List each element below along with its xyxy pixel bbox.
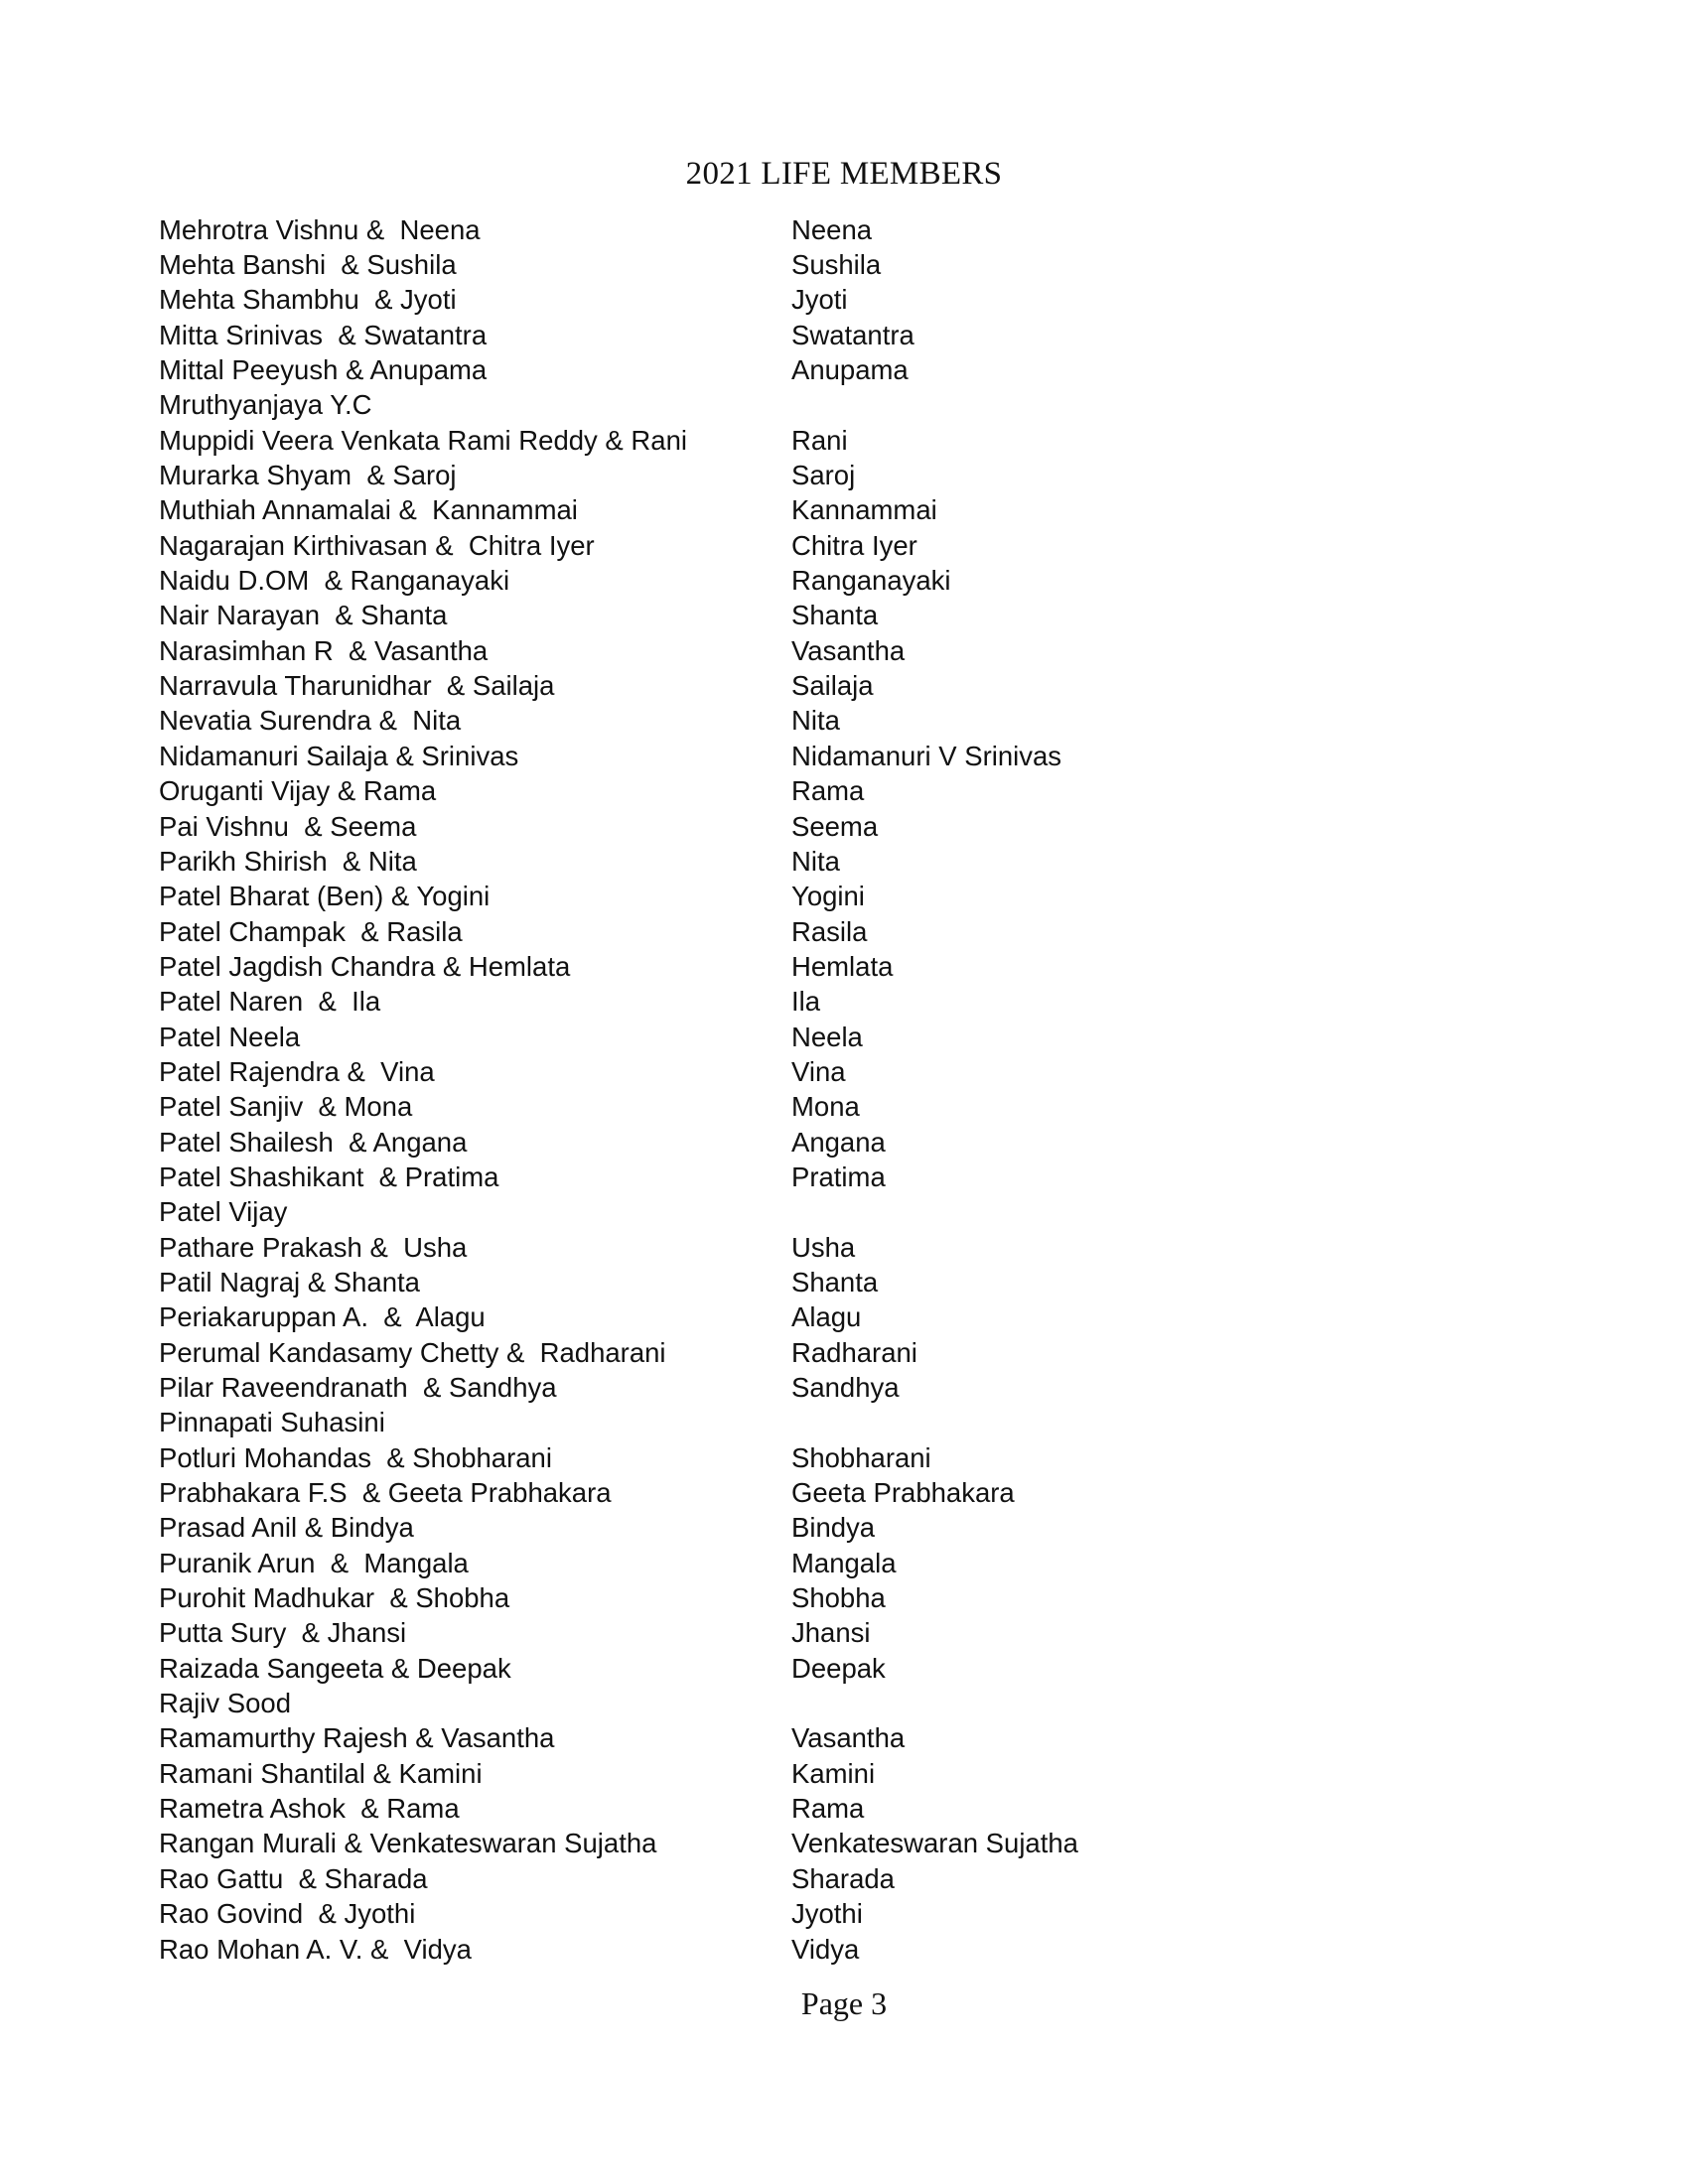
member-name: Patel Sanjiv & Mona [159, 1091, 413, 1123]
spouse-name: Neela [791, 1021, 863, 1052]
member-name: Pathare Prakash & Usha [159, 1231, 468, 1263]
member-name: Pai Vishnu & Seema [159, 810, 417, 842]
member-name: Ramani Shantilal & Kamini [159, 1757, 483, 1789]
member-name: Oruganti Vijay & Rama [159, 775, 437, 807]
member-name: Nagarajan Kirthivasan & Chitra Iyer [159, 529, 595, 561]
member-row [159, 1125, 1450, 1160]
spouse-name: Sharada [791, 1862, 895, 1894]
spouse-name: Vasantha [791, 634, 906, 666]
member-row [159, 914, 1450, 949]
member-row [159, 1651, 1450, 1686]
member-row [159, 352, 1450, 387]
spouse-name: Usha [791, 1231, 856, 1263]
member-row [159, 1546, 1450, 1580]
spouse-name: Venkateswaran Sujatha [791, 1828, 1078, 1859]
member-name: Mehta Shambhu & Jyoti [159, 284, 457, 316]
member-name: Patel Vijay [159, 1196, 288, 1228]
spouse-name: Vina [791, 1055, 846, 1087]
spouse-name: Radharani [791, 1336, 917, 1368]
member-row [159, 1090, 1450, 1125]
member-name: Rao Gattu & Sharada [159, 1862, 428, 1894]
member-row [159, 423, 1450, 458]
member-row [159, 985, 1450, 1020]
member-name: Patel Jagdish Chandra & Hemlata [159, 950, 571, 982]
spouse-name: Vidya [791, 1933, 860, 1965]
member-name: Rao Govind & Jyothi [159, 1898, 416, 1930]
member-list [159, 212, 1450, 1967]
member-name: Rao Mohan A. V. & Vidya [159, 1933, 472, 1965]
member-name: Narasimhan R & Vasantha [159, 634, 489, 666]
member-name: Muthiah Annamalai & Kannammai [159, 494, 578, 526]
member-row [159, 1616, 1450, 1651]
member-name: Mehrotra Vishnu & Neena [159, 213, 481, 245]
spouse-name: Rasila [791, 915, 868, 947]
spouse-name: Kannammai [791, 494, 937, 526]
member-name: Muppidi Veera Venkata Rami Reddy & Rani [159, 424, 687, 456]
member-name: Patel Rajendra & Vina [159, 1055, 435, 1087]
spouse-name: Alagu [791, 1301, 862, 1333]
member-name: Pilar Raveendranath & Sandhya [159, 1372, 557, 1404]
member-name: Potluri Mohandas & Shobharani [159, 1441, 552, 1473]
member-row [159, 1020, 1450, 1054]
member-row [159, 633, 1450, 668]
member-row [159, 1335, 1450, 1370]
member-name: Ramamurthy Rajesh & Vasantha [159, 1722, 555, 1754]
member-row [159, 1160, 1450, 1194]
member-row [159, 1686, 1450, 1720]
member-row [159, 1300, 1450, 1335]
member-name: Raizada Sangeeta & Deepak [159, 1652, 511, 1684]
spouse-name: Shobha [791, 1582, 886, 1614]
member-name: Patil Nagraj & Shanta [159, 1266, 420, 1297]
member-name: Mehta Banshi & Sushila [159, 249, 457, 281]
member-row [159, 1580, 1450, 1615]
member-row [159, 1440, 1450, 1475]
spouse-name: Vasantha [791, 1722, 906, 1754]
spouse-name: Sailaja [791, 670, 874, 702]
member-name: Rametra Ashok & Rama [159, 1793, 460, 1825]
member-name: Prasad Anil & Bindya [159, 1512, 414, 1544]
member-name: Nair Narayan & Shanta [159, 600, 448, 631]
spouse-name: Yogini [791, 881, 865, 912]
member-row [159, 1897, 1450, 1932]
member-row [159, 563, 1450, 598]
member-row [159, 949, 1450, 984]
member-row [159, 318, 1450, 352]
spouse-name: Jyothi [791, 1898, 863, 1930]
member-name: Patel Bharat (Ben) & Yogini [159, 881, 491, 912]
member-name: Patel Naren & Ila [159, 986, 381, 1018]
member-name: Mitta Srinivas & Swatantra [159, 319, 488, 350]
member-name: Patel Shashikant & Pratima [159, 1160, 499, 1192]
member-row [159, 880, 1450, 914]
member-name: Patel Neela [159, 1021, 301, 1052]
spouse-name: Seema [791, 810, 879, 842]
spouse-name: Rama [791, 775, 865, 807]
member-row [159, 1827, 1450, 1861]
member-name: Patel Shailesh & Angana [159, 1126, 468, 1158]
member-row [159, 1861, 1450, 1896]
member-name: Mruthyanjaya Y.C [159, 389, 372, 421]
spouse-name: Shanta [791, 600, 879, 631]
spouse-name: Sushila [791, 249, 882, 281]
spouse-name: Deepak [791, 1652, 886, 1684]
member-row [159, 1756, 1450, 1791]
member-row [159, 283, 1450, 318]
member-name: Nevatia Surendra & Nita [159, 705, 462, 737]
spouse-name: Ila [791, 986, 821, 1018]
member-row [159, 1370, 1450, 1405]
spouse-name: Nidamanuri V Srinivas [791, 740, 1062, 771]
member-row [159, 1721, 1450, 1756]
member-row [159, 528, 1450, 563]
member-name: Pinnapati Suhasini [159, 1407, 385, 1438]
page-number: Page 3 [800, 1985, 888, 2021]
member-row [159, 1511, 1450, 1546]
member-row [159, 844, 1450, 879]
spouse-name: Sandhya [791, 1372, 900, 1404]
spouse-name: Rani [791, 424, 848, 456]
member-name: Naidu D.OM & Ranganayaki [159, 565, 510, 597]
spouse-name: Pratima [791, 1160, 886, 1192]
page-title: 2021 LIFE MEMBERS [685, 156, 1003, 192]
member-name: Perumal Kandasamy Chetty & Radharani [159, 1336, 666, 1368]
member-row [159, 1791, 1450, 1826]
spouse-name: Bindya [791, 1512, 876, 1544]
member-row [159, 458, 1450, 492]
spouse-name: Mona [791, 1091, 860, 1123]
spouse-name: Kamini [791, 1757, 876, 1789]
member-row [159, 1932, 1450, 1967]
member-name: Narravula Tharunidhar & Sailaja [159, 670, 555, 702]
member-row [159, 1406, 1450, 1440]
spouse-name: Saroj [791, 460, 856, 491]
spouse-name: Jhansi [791, 1617, 871, 1649]
spouse-name: Jyoti [791, 284, 848, 316]
member-name: Periakaruppan A. & Alagu [159, 1301, 486, 1333]
member-row [159, 1265, 1450, 1299]
spouse-name: Geeta Prabhakara [791, 1477, 1015, 1509]
member-row [159, 1054, 1450, 1089]
member-row [159, 1475, 1450, 1510]
member-row [159, 1195, 1450, 1230]
member-row [159, 739, 1450, 773]
member-name: Purohit Madhukar & Shobha [159, 1582, 510, 1614]
spouse-name: Angana [791, 1126, 886, 1158]
member-name: Puranik Arun & Mangala [159, 1547, 469, 1578]
spouse-name: Swatantra [791, 319, 914, 350]
member-row [159, 774, 1450, 809]
member-name: Parikh Shirish & Nita [159, 845, 417, 877]
spouse-name: Nita [791, 845, 840, 877]
member-row [159, 493, 1450, 528]
spouse-name: Chitra Iyer [791, 529, 917, 561]
member-row [159, 247, 1450, 282]
spouse-name: Hemlata [791, 950, 894, 982]
member-name: Mittal Peeyush & Anupama [159, 354, 488, 386]
spouse-name: Anupama [791, 354, 909, 386]
member-name: Rangan Murali & Venkateswaran Sujatha [159, 1828, 657, 1859]
member-name: Putta Sury & Jhansi [159, 1617, 407, 1649]
spouse-name: Rama [791, 1793, 865, 1825]
member-name: Murarka Shyam & Saroj [159, 460, 457, 491]
member-name: Prabhakara F.S & Geeta Prabhakara [159, 1477, 612, 1509]
spouse-name: Nita [791, 705, 840, 737]
member-name: Rajiv Sood [159, 1688, 291, 1719]
member-row [159, 599, 1450, 633]
member-row [159, 388, 1450, 423]
member-name: Patel Champak & Rasila [159, 915, 463, 947]
member-row [159, 809, 1450, 844]
member-row [159, 704, 1450, 739]
spouse-name: Neena [791, 213, 873, 245]
member-name: Nidamanuri Sailaja & Srinivas [159, 740, 519, 771]
spouse-name: Mangala [791, 1547, 897, 1578]
spouse-name: Ranganayaki [791, 565, 951, 597]
spouse-name: Shanta [791, 1266, 879, 1297]
member-row [159, 212, 1450, 247]
spouse-name: Shobharani [791, 1441, 931, 1473]
member-row [159, 668, 1450, 703]
member-row [159, 1230, 1450, 1265]
